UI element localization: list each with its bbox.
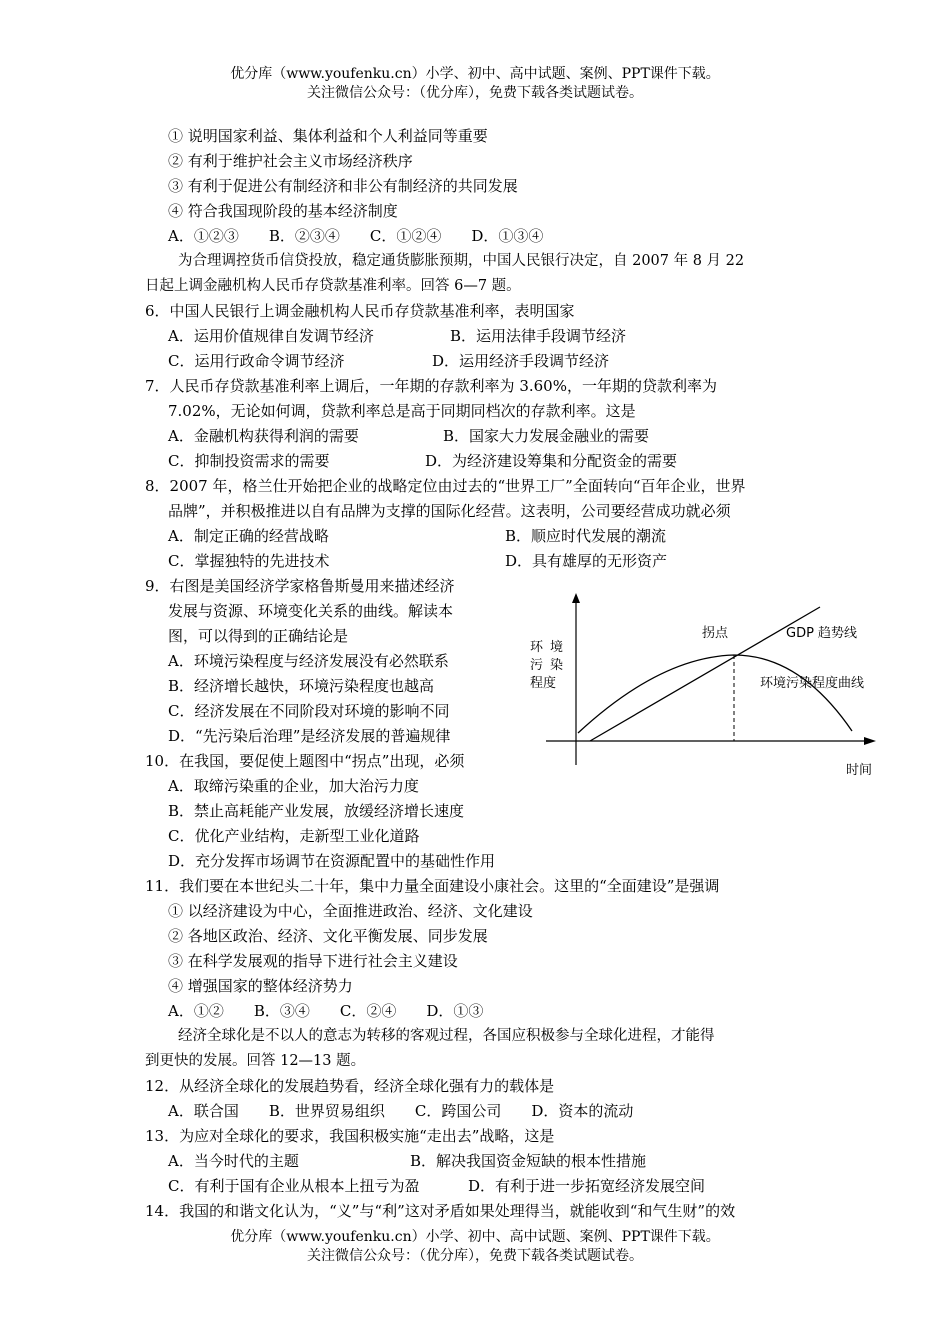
q7-option-a: A．金融机构获得利润的需要 bbox=[168, 427, 359, 445]
q9-option-a: A．环境污染程度与经济发展没有必然联系 bbox=[168, 652, 449, 670]
q8-stem-1: 8．2007 年，格兰仕开始把企业的战略定位由过去的“世界工厂”全面转向“百年企业，世界 bbox=[145, 477, 746, 495]
x-axis-label: 时间 bbox=[846, 763, 873, 778]
q6-option-d: D．运用经济手段调节经济 bbox=[432, 352, 610, 370]
q8-option-c: C．掌握独特的先进技术 bbox=[168, 552, 330, 570]
q13-option-c: C．有利于国有企业从根本上扭亏为盈 bbox=[168, 1177, 420, 1195]
footer-line-1: 优分库（www.youfenku.cn）小学、初中、高中试题、案例、PPT课件下载。 bbox=[230, 1229, 720, 1245]
q9-option-b: B．经济增长越快，环境污染程度也越高 bbox=[168, 677, 435, 695]
material2-line-1: 经济全球化是不以人的意志为转移的客观过程，各国应积极参与全球化进程，才能得 bbox=[178, 1028, 715, 1044]
q10-option-c: C．优化产业结构，走新型工业化道路 bbox=[168, 827, 420, 845]
y-axis-title bbox=[530, 639, 563, 691]
q11-item-4: ④ 增强国家的整体经济势力 bbox=[168, 977, 353, 995]
q9-stem-1: 9．右图是美国经济学家格鲁斯曼用来描述经济 bbox=[145, 577, 455, 595]
y-axis-char-3: 污 bbox=[530, 658, 544, 673]
gdp-pollution-chart bbox=[520, 585, 890, 785]
turning-point-label: 拐点 bbox=[702, 626, 729, 641]
q9-option-c: C．经济发展在不同阶段对环境的影响不同 bbox=[168, 702, 450, 720]
q10-option-b: B．禁止高耗能产业发展，放缓经济增长速度 bbox=[168, 802, 465, 820]
q11-item-3: ③ 在科学发展观的指导下进行社会主义建设 bbox=[168, 952, 458, 970]
y-axis-arrow bbox=[572, 593, 580, 603]
q9-stem-3: 图，可以得到的正确结论是 bbox=[168, 627, 349, 645]
footer-line-2: 关注微信公众号：（优分库），免费下载各类试题试卷。 bbox=[307, 1248, 643, 1264]
q13-option-d: D．有利于进一步拓宽经济发展空间 bbox=[468, 1177, 706, 1195]
q5-item-3: ③ 有利于促进公有制经济和非公有制经济的共同发展 bbox=[168, 177, 518, 195]
q7-option-d: D．为经济建设筹集和分配资金的需要 bbox=[425, 452, 678, 470]
gdp-series-label: GDP 趋势线 bbox=[786, 626, 858, 641]
header-line-1: 优分库（www.youfenku.cn）小学、初中、高中试题、案例、PPT课件下载。 bbox=[230, 66, 720, 82]
material1-line-1: 为合理调控货币信贷投放，稳定通货膨胀预期，中国人民银行决定，自 2007 年 8 月 22 bbox=[178, 253, 745, 269]
y-axis-char-5: 程度 bbox=[530, 676, 557, 691]
q9-option-d: D．“先污染后治理”是经济发展的普遍规律 bbox=[168, 727, 451, 745]
q12-stem: 12．从经济全球化的发展趋势看，经济全球化强有力的载体是 bbox=[145, 1077, 555, 1095]
q5-item-1: ① 说明国家利益、集体利益和个人利益同等重要 bbox=[168, 127, 488, 145]
pollution-curve bbox=[578, 655, 852, 733]
q6-option-c: C．运用行政命令调节经济 bbox=[168, 352, 345, 370]
y-axis-char-4: 染 bbox=[550, 658, 564, 673]
y-axis-char-2: 境 bbox=[550, 640, 564, 655]
q7-stem-2: 7.02%，无论如何调，贷款利率总是高于同期同档次的存款利率。这是 bbox=[168, 402, 636, 420]
q5-item-4: ④ 符合我国现阶段的基本经济制度 bbox=[168, 202, 398, 220]
q11-stem: 11．我们要在本世纪头二十年，集中力量全面建设小康社会。这里的“全面建设”是强调 bbox=[145, 877, 720, 895]
header-line-2: 关注微信公众号：（优分库），免费下载各类试题试卷。 bbox=[307, 85, 643, 101]
q10-stem: 10．在我国，要促使上题图中“拐点”出现，必须 bbox=[145, 752, 465, 770]
q8-option-b: B．顺应时代发展的潮流 bbox=[505, 527, 667, 545]
pollution-series-label: 环境污染程度曲线 bbox=[760, 676, 865, 691]
q6-option-a: A．运用价值规律自发调节经济 bbox=[168, 327, 374, 345]
x-axis-arrow bbox=[864, 737, 876, 745]
q13-option-b: B．解决我国资金短缺的根本性措施 bbox=[410, 1152, 647, 1170]
q7-option-c: C．抑制投资需求的需要 bbox=[168, 452, 330, 470]
q11-item-1: ① 以经济建设为中心，全面推进政治、经济、文化建设 bbox=[168, 902, 533, 920]
q11-options: A．①② B．③④ C．②④ D．①③ bbox=[168, 1002, 484, 1020]
q6-stem: 6．中国人民银行上调金融机构人民币存贷款基准利率，表明国家 bbox=[145, 302, 575, 320]
q5-options: A．①②③ B．②③④ C．①②④ D．①③④ bbox=[168, 227, 544, 245]
q10-option-d: D．充分发挥市场调节在资源配置中的基础性作用 bbox=[168, 852, 496, 870]
q9-stem-2: 发展与资源、环境变化关系的曲线。解读本 bbox=[168, 602, 454, 620]
q8-option-a: A．制定正确的经营战略 bbox=[168, 527, 329, 545]
q6-option-b: B．运用法律手段调节经济 bbox=[450, 327, 627, 345]
q7-stem-1: 7．人民币存贷款基准利率上调后，一年期的存款利率为 3.60%，一年期的贷款利率为 bbox=[145, 377, 717, 395]
material2-line-2: 到更快的发展。回答 12—13 题。 bbox=[145, 1053, 366, 1069]
q14-stem: 14．我国的和谐文化认为，“义”与“利”这对矛盾如果处理得当，就能收到“和气生财”的效 bbox=[145, 1202, 736, 1220]
y-axis-char-1: 环 bbox=[530, 640, 544, 655]
q11-item-2: ② 各地区政治、经济、文化平衡发展、同步发展 bbox=[168, 927, 488, 945]
q5-item-2: ② 有利于维护社会主义市场经济秩序 bbox=[168, 152, 413, 170]
q8-stem-2: 品牌”，并积极推进以自有品牌为支撑的国际化经营。这表明，公司要经营成功就必须 bbox=[168, 502, 731, 520]
q7-option-b: B．国家大力发展金融业的需要 bbox=[443, 427, 650, 445]
q13-option-a: A．当今时代的主题 bbox=[168, 1152, 299, 1170]
q12-options: A．联合国 B．世界贸易组织 C．跨国公司 D．资本的流动 bbox=[168, 1102, 634, 1120]
q13-stem: 13．为应对全球化的要求，我国积极实施“走出去”战略，这是 bbox=[145, 1127, 555, 1145]
q8-option-d: D．具有雄厚的无形资产 bbox=[505, 552, 668, 570]
q10-option-a: A．取缔污染重的企业，加大治污力度 bbox=[168, 777, 419, 795]
material1-line-2: 日起上调金融机构人民币存贷款基准利率。回答 6—7 题。 bbox=[145, 278, 521, 294]
